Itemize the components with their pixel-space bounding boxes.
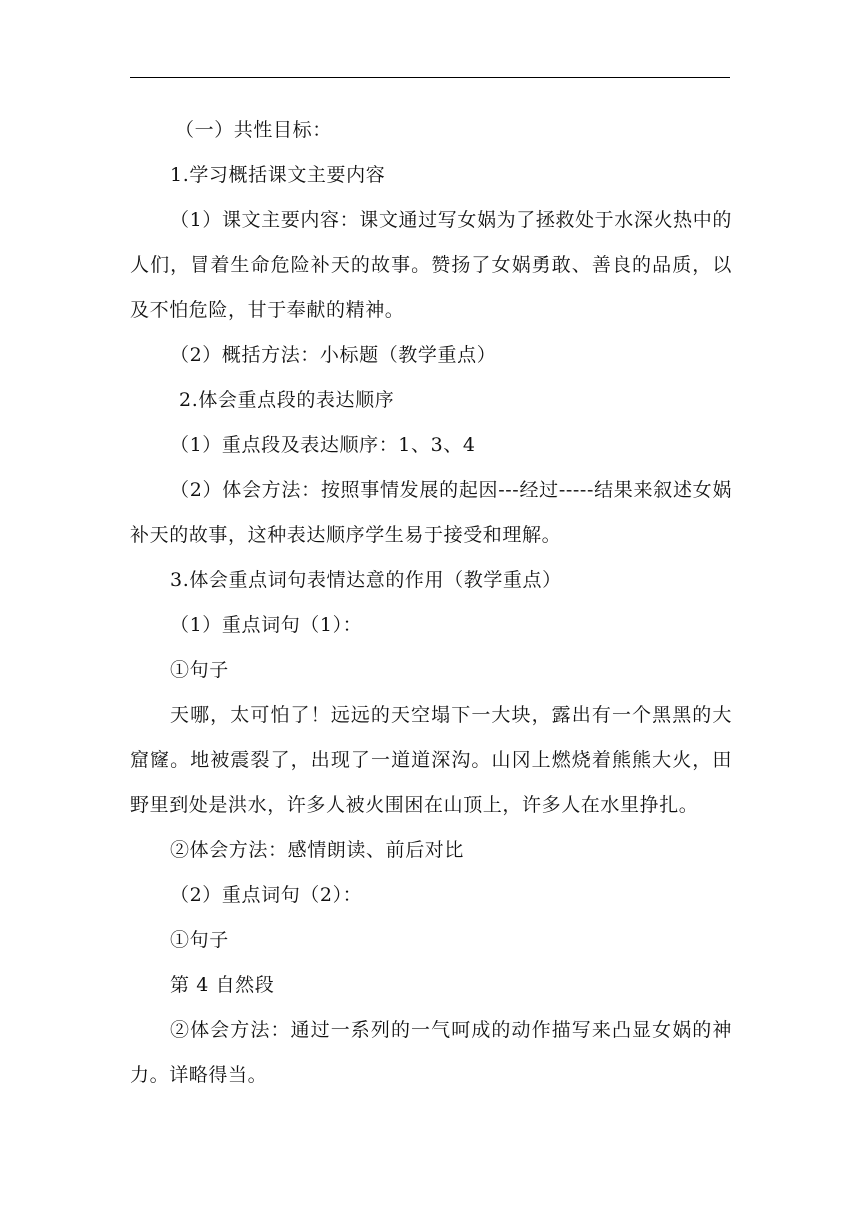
header-rule <box>130 77 730 78</box>
goal-3-item-1: （1）重点词句（1）： <box>170 614 363 636</box>
goal-3-item-2: （2）重点词句（2）： <box>170 884 363 906</box>
section-heading: （一）共性目标： <box>175 119 332 141</box>
method-2: ②体会方法：通过一系列的一气呵成的动作描写来凸显女娲的神力。详略得当。 <box>130 1019 732 1086</box>
goal-3-heading: 3.体会重点词句表情达意的作用（教学重点） <box>170 569 562 591</box>
goal-2-item-2: （2）体会方法：按照事情发展的起因---经过-----结果来叙述女娲补天的故事，这种表达顺序学生易于接受和理解。 <box>130 479 732 546</box>
goal-1-heading: 1.学习概括课文主要内容 <box>170 164 386 186</box>
goal-2-item-1: （1）重点段及表达顺序：1、3、4 <box>170 434 476 456</box>
quoted-passage: 天哪，太可怕了！远远的天空塌下一大块，露出有一个黑黑的大窟窿。地被震裂了，出现了一道道深沟。山冈上燃烧着熊熊大火，田野里到处是洪水，许多人被火围困在山顶上，许多人在水里挣扎。 <box>130 704 732 816</box>
goal-1-item-1: （1）课文主要内容：课文通过写女娲为了拯救处于水深火热中的人们，冒着生命危险补天的故事。赞扬了女娲勇敢、善良的品质，以及不怕危险，甘于奉献的精神。 <box>130 209 732 321</box>
document-body <box>130 108 732 1098</box>
paragraph-reference: 第 4 自然段 <box>170 974 275 996</box>
sentence-label-2: ①句子 <box>170 929 229 951</box>
goal-1-item-2: （2）概括方法：小标题（教学重点） <box>170 344 497 366</box>
method-1: ②体会方法：感情朗读、前后对比 <box>170 839 465 861</box>
goal-2-heading: 2.体会重点段的表达顺序 <box>179 389 395 411</box>
sentence-label-1: ①句子 <box>170 659 229 681</box>
